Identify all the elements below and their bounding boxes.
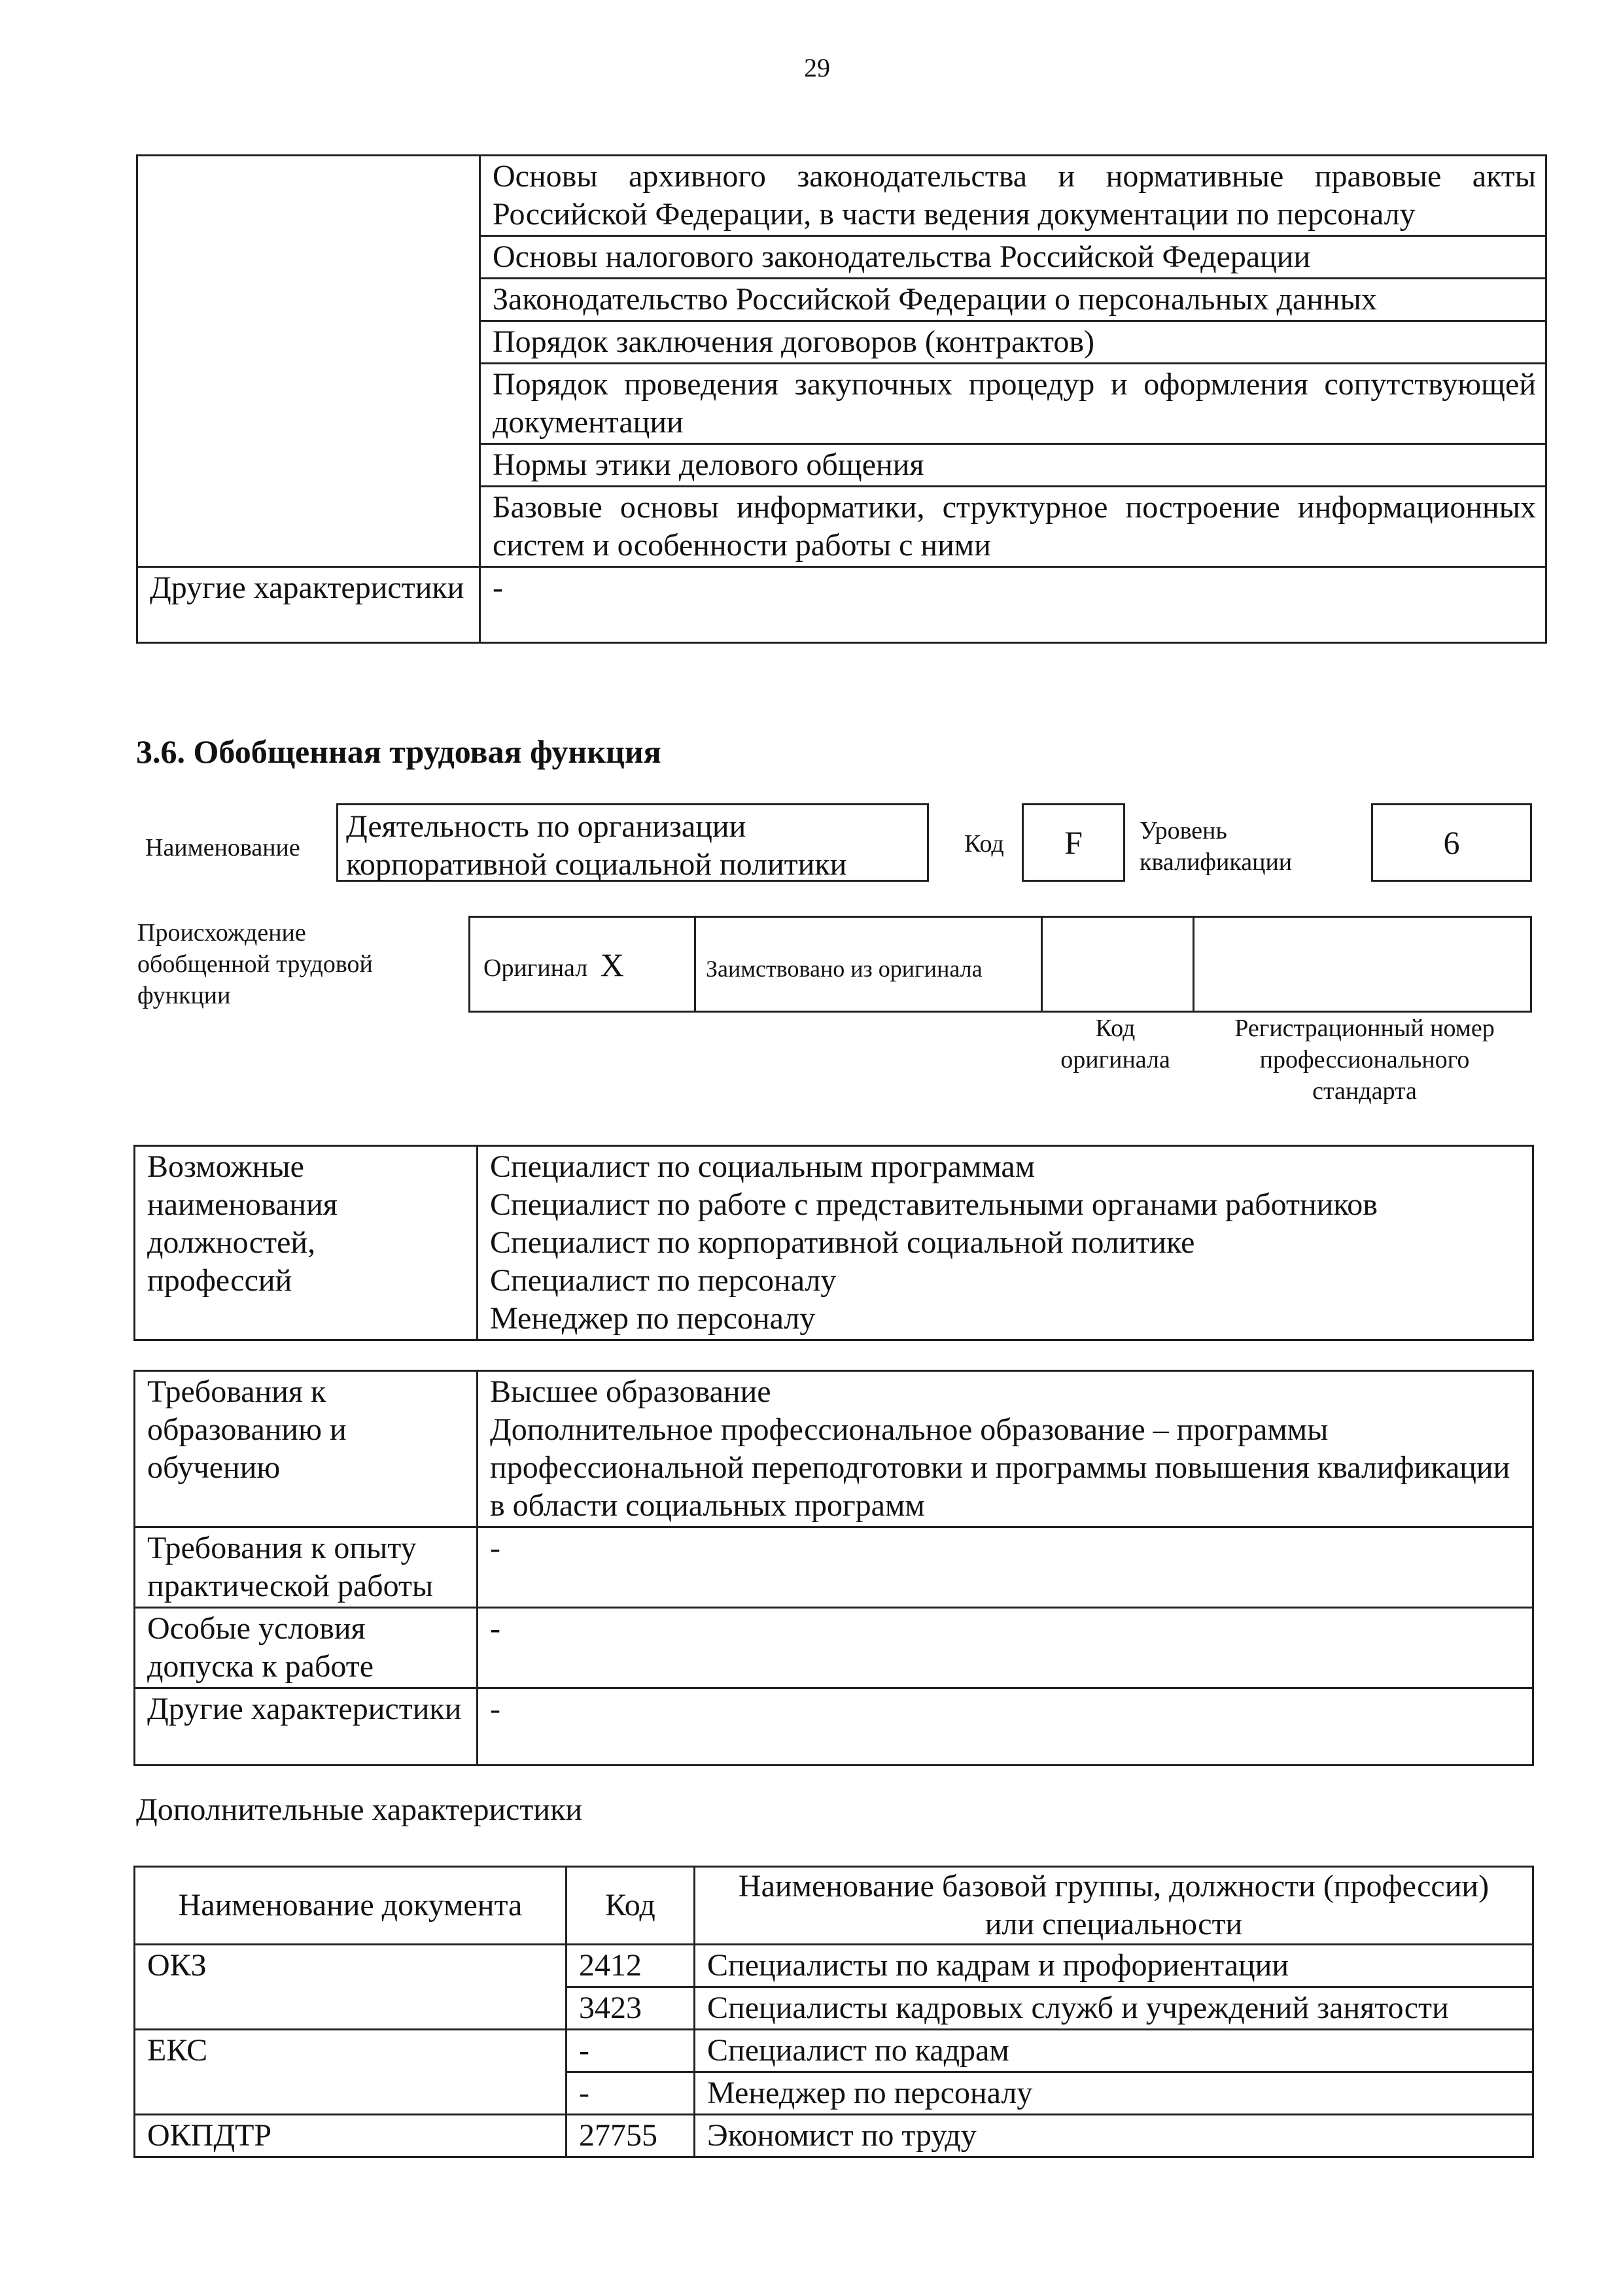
position-item: Менеджер по персоналу (490, 1301, 816, 1336)
experience-label: Требования к опыту практической работы (135, 1527, 478, 1608)
code-cell: 27755 (566, 2115, 695, 2157)
code-original-caption: Код оригинала (1060, 1015, 1170, 1073)
knowledge-table (136, 154, 1547, 644)
original-label: Оригинал (483, 954, 588, 982)
other-characteristics-value: - (480, 567, 1546, 643)
requirements-table (133, 1370, 1534, 1766)
section-heading: 3.6. Обобщенная трудовая функция (136, 733, 661, 770)
header-name: Наименование базовой группы, должности (профессии) или специальности (695, 1867, 1533, 1945)
name-value-box (336, 803, 929, 882)
education-value: Высшее образование Дополнительное профессиональное образование – программы профессиональной переподготовки и программы повышения квалификации в области социальных программ (478, 1371, 1533, 1527)
level-label: Уровень квалификации (1140, 817, 1293, 876)
positions-list (478, 1146, 1533, 1340)
doc-cell: ЕКС (135, 2030, 566, 2115)
origin-box (468, 916, 1532, 1013)
code-cell: 2412 (566, 1945, 695, 1987)
other-characteristics-label: Другие характеристики (137, 567, 480, 643)
table-row (135, 2030, 1533, 2072)
code-label: Код (964, 830, 1004, 858)
education-label: Требования к образованию и обучению (135, 1371, 478, 1527)
position-item: Специалист по социальным программам (490, 1149, 1036, 1184)
header-code: Код (566, 1867, 695, 1945)
name-cell: Специалисты по кадрам и профориентации (695, 1945, 1533, 1987)
code-value: F (1064, 824, 1083, 861)
borrowed-label: Заимствовано из оригинала (706, 956, 983, 982)
original-mark: X (600, 947, 624, 983)
table-row (135, 1945, 1533, 1987)
name-cell: Специалисты кадровых служб и учреждений занятости (695, 1987, 1533, 2030)
additional-table (133, 1866, 1534, 2158)
knowledge-label-cell (137, 156, 480, 567)
knowledge-item: Порядок проведения закупочных процедур и оформления сопутствующей документации (480, 364, 1546, 444)
knowledge-item: Порядок заключения договоров (контрактов) (480, 321, 1546, 364)
name-value: Деятельность по организации корпоративной социальной политики (346, 809, 847, 882)
code-value-box (1022, 803, 1125, 882)
table-row (135, 2115, 1533, 2157)
name-label: Наименование (145, 834, 300, 861)
knowledge-item: Базовые основы информатики, структурное построение информационных систем и особенности работы с ними (480, 487, 1546, 567)
experience-value: - (478, 1527, 1533, 1608)
additional-title: Дополнительные характеристики (136, 1792, 583, 1827)
name-cell: Экономист по труду (695, 2115, 1533, 2157)
knowledge-item: Нормы этики делового общения (480, 444, 1546, 487)
doc-cell: ОКЗ (135, 1945, 566, 2030)
other-value: - (478, 1688, 1533, 1765)
conditions-label: Особые условия допуска к работе (135, 1608, 478, 1688)
doc-cell: ОКПДТР (135, 2115, 566, 2157)
code-cell: - (566, 2072, 695, 2115)
knowledge-item: Основы налогового законодательства Российской Федерации (480, 236, 1546, 279)
page-number: 29 (804, 53, 830, 82)
position-item: Специалист по персоналу (490, 1263, 837, 1298)
origin-label: Происхождение обобщенной трудовой функции (137, 919, 373, 1009)
knowledge-item: Законодательство Российской Федерации о персональных данных (480, 279, 1546, 321)
level-value-box (1371, 803, 1532, 882)
name-cell: Менеджер по персоналу (695, 2072, 1533, 2115)
positions-label: Возможные наименования должностей, профессий (135, 1146, 478, 1340)
code-cell: - (566, 2030, 695, 2072)
code-cell: 3423 (566, 1987, 695, 2030)
header-doc: Наименование документа (135, 1867, 566, 1945)
position-item: Специалист по работе с представительными органами работников (490, 1187, 1378, 1222)
positions-table (133, 1145, 1534, 1341)
reg-number-caption: Регистрационный номер профессионального стандарта (1234, 1015, 1495, 1105)
position-item: Специалист по корпоративной социальной политике (490, 1225, 1195, 1260)
conditions-value: - (478, 1608, 1533, 1688)
knowledge-item: Основы архивного законодательства и нормативные правовые акты Российской Федерации, в части ведения документации по персоналу (480, 156, 1546, 236)
name-cell: Специалист по кадрам (695, 2030, 1533, 2072)
other-label: Другие характеристики (135, 1688, 478, 1765)
level-value: 6 (1443, 824, 1460, 861)
